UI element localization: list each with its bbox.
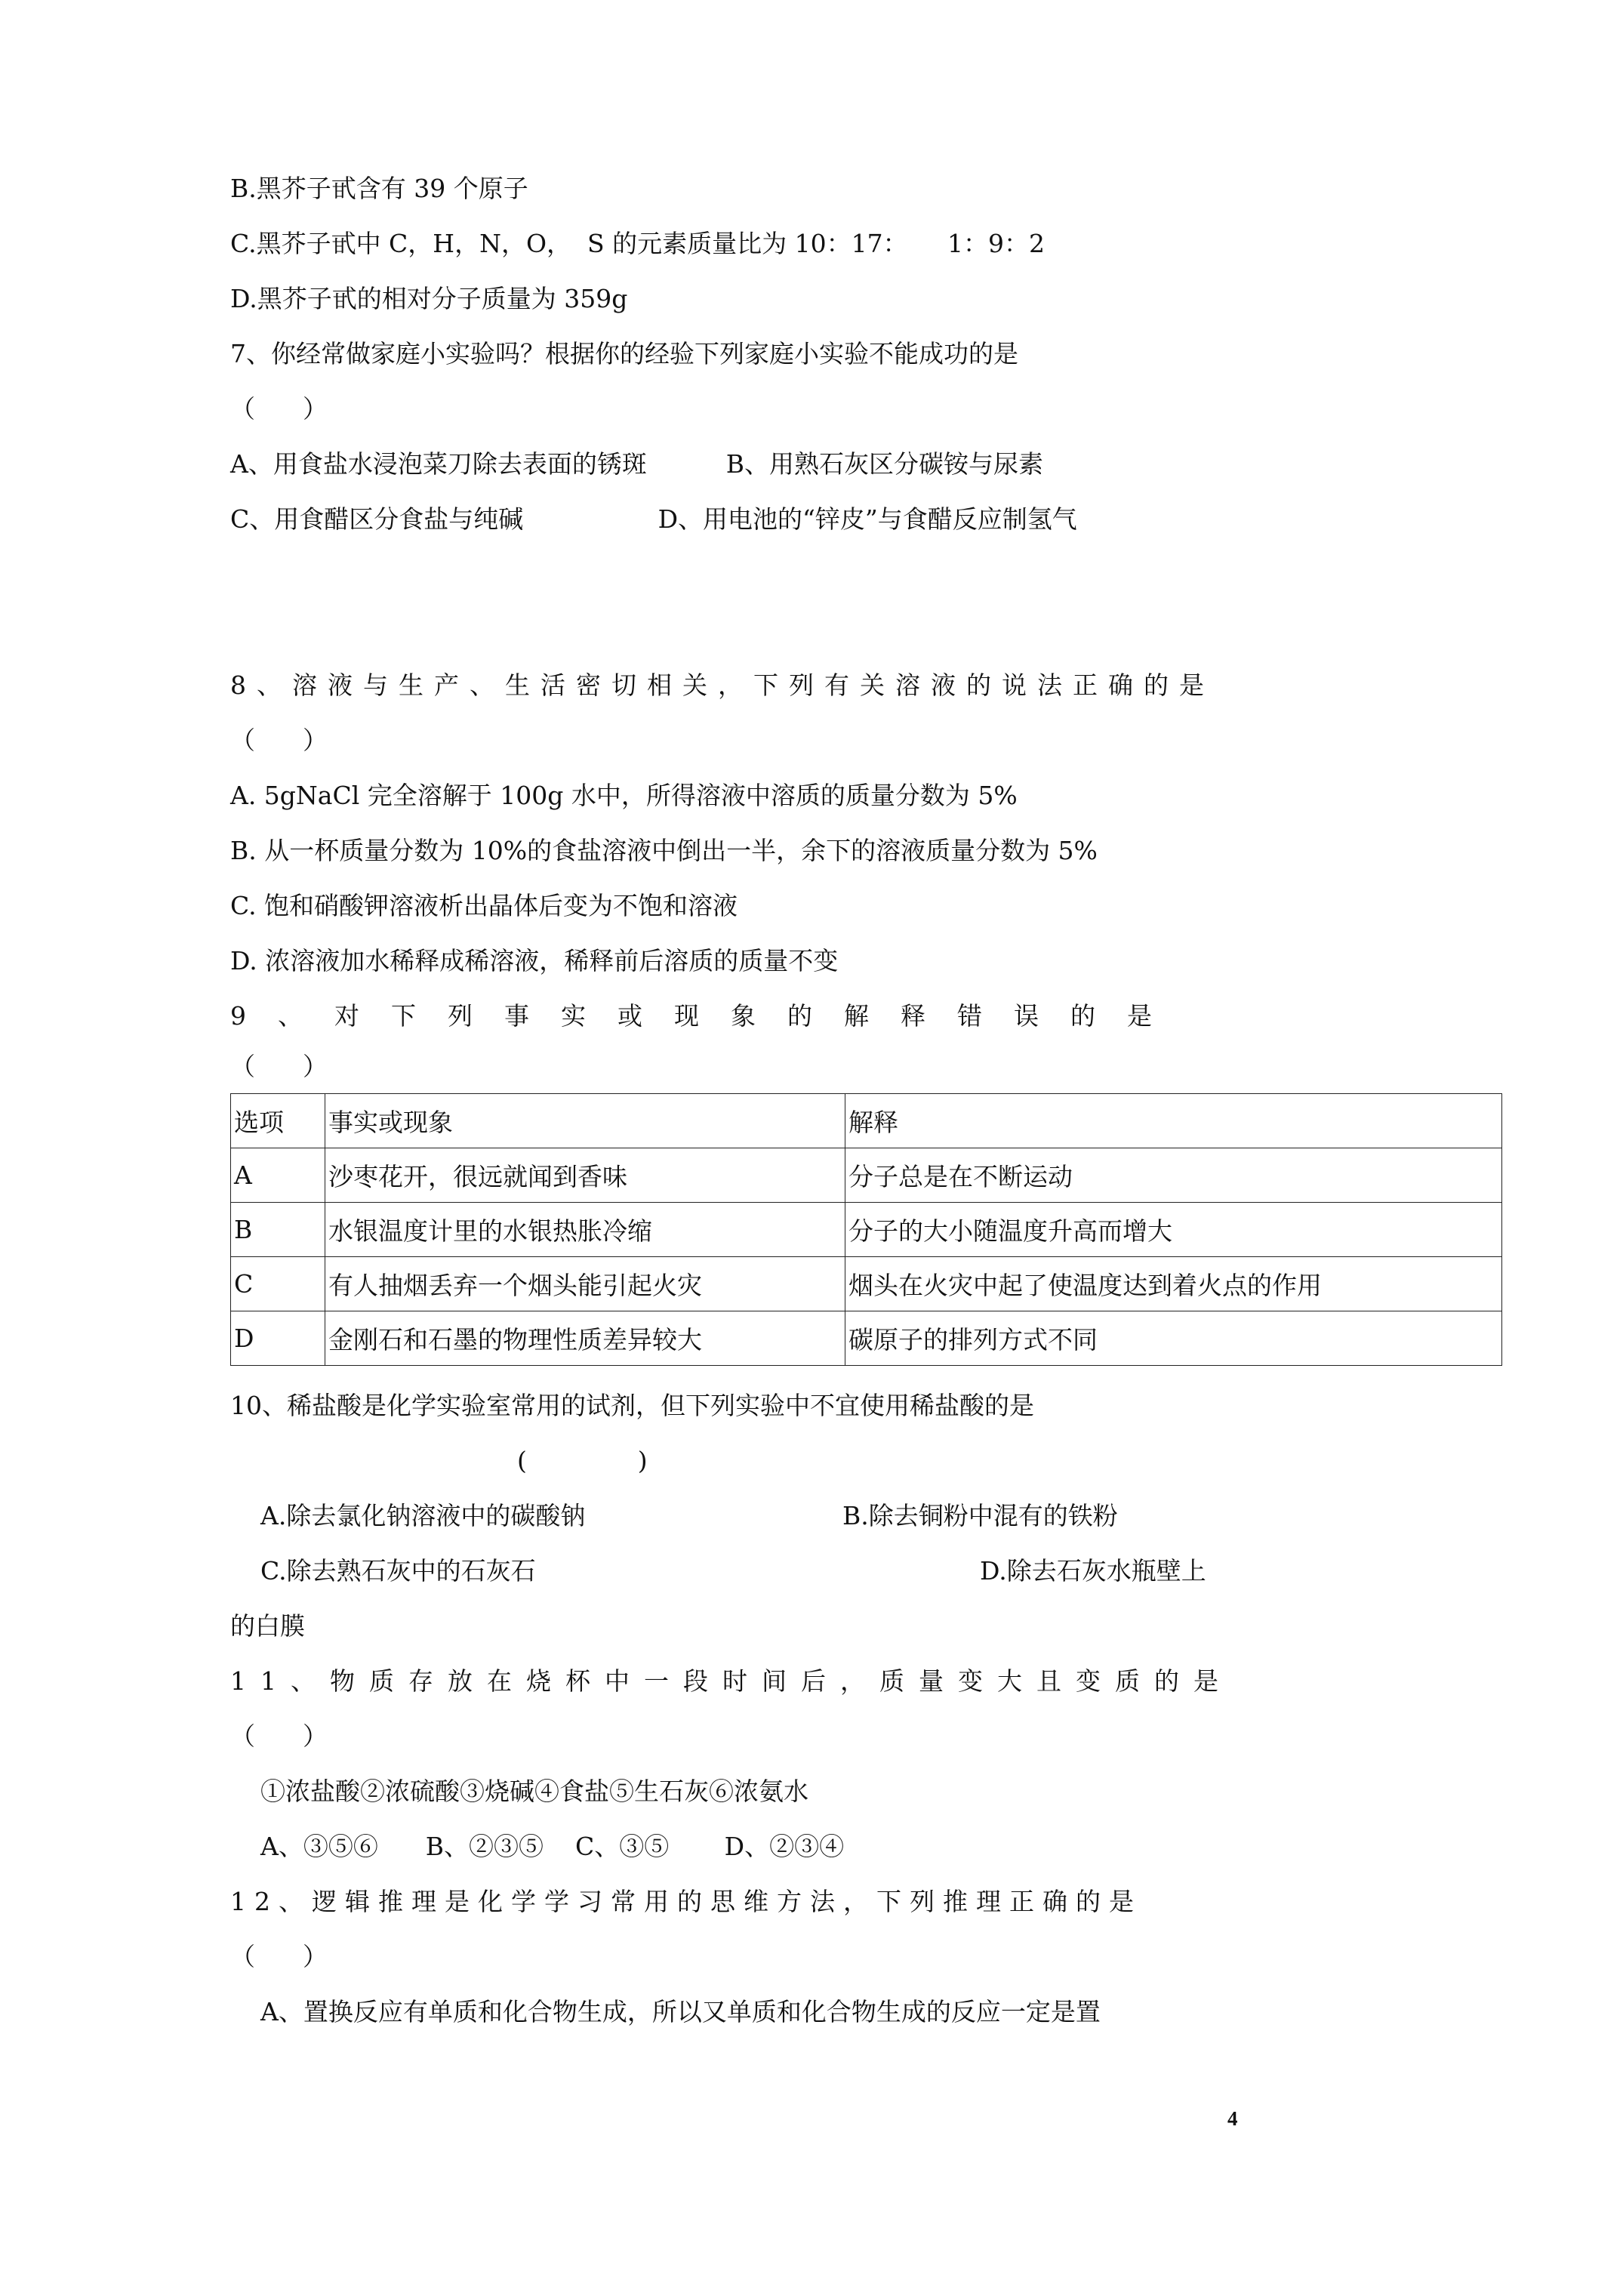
q9-answer-paren: （ ）	[230, 1052, 328, 1081]
table-cell: 分子总是在不断运动	[845, 1148, 1502, 1203]
q8-option-d: D. 浓溶液加水稀释成稀溶液，稀释前后溶质的质量不变	[230, 946, 839, 975]
q11-items: ①浓盐酸②浓硫酸③烧碱④食盐⑤生石灰⑥浓氨水	[260, 1777, 808, 1806]
table-header-cell: 解释	[845, 1094, 1502, 1148]
q7-stem: 7、你经常做家庭小实验吗？根据你的经验下列家庭小实验不能成功的是	[230, 339, 1018, 368]
q9-table	[230, 1093, 1502, 1366]
q10-answer-paren: ( )	[517, 1446, 648, 1475]
table-header-cell: 选项	[231, 1094, 325, 1148]
q6-option-d: D.黑芥子甙的相对分子质量为 359g	[230, 284, 628, 313]
table-cell: 金刚石和石墨的物理性质差异较大	[325, 1311, 845, 1366]
q8-option-b: B. 从一杯质量分数为 10%的食盐溶液中倒出一半，余下的溶液质量分数为 5%	[230, 836, 1098, 865]
q11-options: A、③⑤⑥ B、②③⑤ C、③⑤ D、②③④	[260, 1832, 845, 1861]
q11-answer-paren: （ ）	[230, 1721, 328, 1751]
q8-option-a: A. 5gNaCl 完全溶解于 100g 水中，所得溶液中溶质的质量分数为 5%	[230, 781, 1018, 810]
table-cell: 水银温度计里的水银热胀冷缩	[325, 1203, 845, 1257]
table-row	[231, 1257, 1502, 1311]
q8-option-c: C. 饱和硝酸钾溶液析出晶体后变为不饱和溶液	[230, 891, 738, 920]
table-cell: 沙枣花开，很远就闻到香味	[325, 1148, 845, 1203]
q7-answer-paren: （ ）	[230, 394, 328, 424]
q11-stem: 11、物质存放在烧杯中一段时间后，质量变大且变质的是	[230, 1666, 1233, 1696]
table-cell: A	[231, 1148, 325, 1203]
q6-option-c: C.黑芥子甙中 C，H，N，O， S 的元素质量比为 10：17： 1：9：2	[230, 229, 1045, 258]
q10-option-d: D.除去石灰水瓶壁上	[980, 1556, 1206, 1586]
table-cell: 烟头在火灾中起了使温度达到着火点的作用	[845, 1257, 1502, 1311]
q9-stem: 9、对下列事实或现象的解释错误的是	[230, 1001, 1184, 1031]
q8-stem: 8、溶液与生产、生活密切相关，下列有关溶液的说法正确的是	[230, 670, 1215, 700]
page-number: 4	[1227, 2107, 1238, 2130]
table-cell: B	[231, 1203, 325, 1257]
table-header-row	[231, 1094, 1502, 1148]
q12-answer-paren: （ ）	[230, 1942, 328, 1971]
table-cell: C	[231, 1257, 325, 1311]
q7-options-ab: A、用食盐水浸泡菜刀除去表面的锈斑 B、用熟石灰区分碳铵与尿素	[230, 449, 1043, 479]
table-cell: 有人抽烟丢弃一个烟头能引起火灾	[325, 1257, 845, 1311]
q10-option-b: B.除去铜粉中混有的铁粉	[842, 1501, 1118, 1530]
table-row	[231, 1311, 1502, 1366]
table-cell: 碳原子的排列方式不同	[845, 1311, 1502, 1366]
q8-answer-paren: （ ）	[230, 726, 328, 755]
q12-stem: 12、逻辑推理是化学学习常用的思维方法，下列推理正确的是	[230, 1887, 1142, 1916]
table-cell: 分子的大小随温度升高而增大	[845, 1203, 1502, 1257]
table-header-cell: 事实或现象	[325, 1094, 845, 1148]
q10-option-a: A.除去氯化钠溶液中的碳酸钠	[260, 1501, 586, 1530]
q12-option-a: A、置换反应有单质和化合物生成，所以又单质和化合物生成的反应一定是置	[260, 1997, 1101, 2026]
table-row	[231, 1203, 1502, 1257]
q10-option-d-continued: 的白膜	[230, 1611, 305, 1641]
q10-option-c: C.除去熟石灰中的石灰石	[260, 1556, 536, 1586]
q10-stem: 10、稀盐酸是化学实验室常用的试剂，但下列实验中不宜使用稀盐酸的是	[230, 1391, 1034, 1420]
table-cell: D	[231, 1311, 325, 1366]
table-row	[231, 1148, 1502, 1203]
q6-option-b: B.黑芥子甙含有 39 个原子	[230, 174, 528, 203]
q7-options-cd: C、用食醋区分食盐与纯碱 D、用电池的“锌皮”与食醋反应制氢气	[230, 504, 1077, 534]
